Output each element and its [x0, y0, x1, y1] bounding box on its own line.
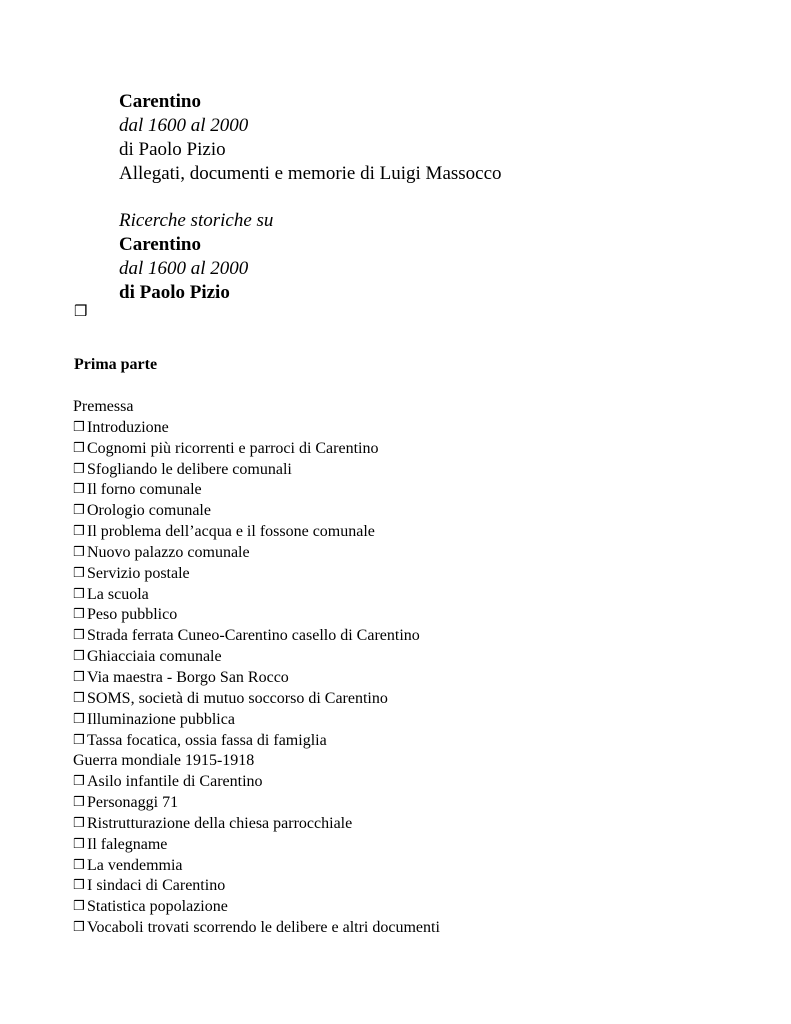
toc-item [73, 480, 773, 501]
spacer [119, 186, 502, 209]
checkbox-glyph-icon: ❒ [73, 920, 85, 936]
checkbox-glyph-icon: ❒ [73, 565, 85, 581]
toc-item [73, 543, 773, 564]
toc-item-label: Illuminazione pubblica [87, 710, 235, 728]
toc-item [73, 689, 773, 710]
toc-item-label: Peso pubblico [87, 606, 178, 624]
toc-item [73, 835, 773, 856]
checkbox-glyph-icon: ❒ [73, 669, 85, 685]
toc-item [73, 793, 773, 814]
toc-item [73, 876, 773, 897]
document-subtitle: Allegati, documenti e memorie di Luigi Massocco [119, 163, 502, 184]
toc-item-label: Personaggi 71 [87, 794, 179, 812]
checkbox-glyph-icon: ❒ [73, 482, 85, 498]
checkbox-glyph-icon: ❒ [73, 544, 85, 560]
toc-item-label: Il problema dell’acqua e il fossone comunale [87, 523, 375, 541]
title-block [119, 90, 502, 305]
toc-item-label: Statistica popolazione [87, 898, 228, 916]
toc-item [73, 626, 773, 647]
toc-item [73, 731, 773, 752]
research-label: Ricerche storiche su [119, 210, 274, 231]
research-title: Carentino [119, 234, 201, 255]
checkbox-glyph-icon: ❒ [73, 649, 85, 665]
checkbox-glyph-icon: ❒ [73, 795, 85, 811]
toc-item [73, 564, 773, 585]
toc-item-label: Nuovo palazzo comunale [87, 543, 250, 561]
toc-item [73, 439, 773, 460]
toc-item [73, 522, 773, 543]
checkbox-glyph-icon: ❒ [73, 899, 85, 915]
toc-item-label: Introduzione [87, 418, 169, 436]
checkbox-glyph-icon: ❒ [73, 628, 85, 644]
toc-item [73, 918, 773, 939]
document-title: Carentino [119, 91, 201, 112]
toc-item-label: Premessa [73, 398, 134, 415]
toc-item [73, 814, 773, 835]
checkbox-glyph-icon: ❒ [74, 304, 88, 320]
toc-item [73, 897, 773, 918]
checkbox-glyph-icon: ❒ [73, 524, 85, 540]
checkbox-glyph-icon: ❒ [73, 607, 85, 623]
checkbox-glyph-icon: ❒ [73, 711, 85, 727]
toc-item-label: Servizio postale [87, 564, 190, 582]
research-author: di Paolo Pizio [119, 282, 230, 303]
checkbox-glyph-icon: ❒ [73, 836, 85, 852]
checkbox-glyph-icon: ❒ [73, 732, 85, 748]
toc-item [73, 397, 773, 418]
toc-item [73, 710, 773, 731]
toc-item-label: Sfogliando le delibere comunali [87, 460, 292, 478]
toc-item [73, 772, 773, 793]
toc-item [73, 418, 773, 439]
toc-item-label: Strada ferrata Cuneo-Carentino casello di Carentino [87, 627, 420, 645]
toc-item-label: Ristrutturazione della chiesa parrocchiale [87, 814, 353, 832]
checkbox-glyph-icon: ❒ [73, 586, 85, 602]
toc-item [73, 460, 773, 481]
checkbox-glyph-icon: ❒ [73, 857, 85, 873]
toc-item-label: Cognomi più ricorrenti e parroci di Carentino [87, 439, 379, 457]
checkbox-glyph-icon: ❒ [73, 440, 85, 456]
toc-item-label: Orologio comunale [87, 502, 211, 520]
document-author: di Paolo Pizio [119, 139, 226, 160]
document-period: dal 1600 al 2000 [119, 115, 249, 136]
toc-item-label: Guerra mondiale 1915-1918 [73, 752, 255, 770]
checkbox-glyph-icon: ❒ [73, 461, 85, 477]
checkbox-glyph-icon: ❒ [73, 419, 85, 435]
research-period: dal 1600 al 2000 [119, 258, 249, 279]
toc-item-label: Tassa focatica, ossia fassa di famiglia [87, 731, 327, 749]
toc-item [73, 501, 773, 522]
toc-item [73, 668, 773, 689]
toc-item-label: Asilo infantile di Carentino [87, 773, 263, 791]
toc-item-label: Il forno comunale [87, 481, 202, 499]
toc-item-label: Il falegname [87, 835, 168, 853]
toc-item-label: Ghiacciaia comunale [87, 648, 222, 666]
toc-item-label: Vocaboli trovati scorrendo le delibere e altri documenti [87, 919, 440, 937]
toc-item [73, 856, 773, 877]
table-of-contents [73, 397, 773, 939]
checkbox-glyph-icon: ❒ [73, 815, 85, 831]
toc-item [73, 647, 773, 668]
toc-item-label: La scuola [87, 585, 149, 603]
toc-item [73, 585, 773, 606]
checkbox-glyph-icon: ❒ [73, 878, 85, 894]
checkbox-glyph-icon: ❒ [73, 774, 85, 790]
toc-item [73, 605, 773, 626]
toc-item [73, 751, 773, 772]
toc-item-label: La vendemmia [87, 856, 183, 874]
toc-item-label: I sindaci di Carentino [87, 877, 226, 895]
toc-item-label: SOMS, società di mutuo soccorso di Carentino [87, 689, 388, 707]
toc-item-label: Via maestra - Borgo San Rocco [87, 668, 289, 686]
checkbox-glyph-icon: ❒ [73, 690, 85, 706]
section-heading: Prima parte [74, 356, 158, 373]
checkbox-glyph-icon: ❒ [73, 503, 85, 519]
